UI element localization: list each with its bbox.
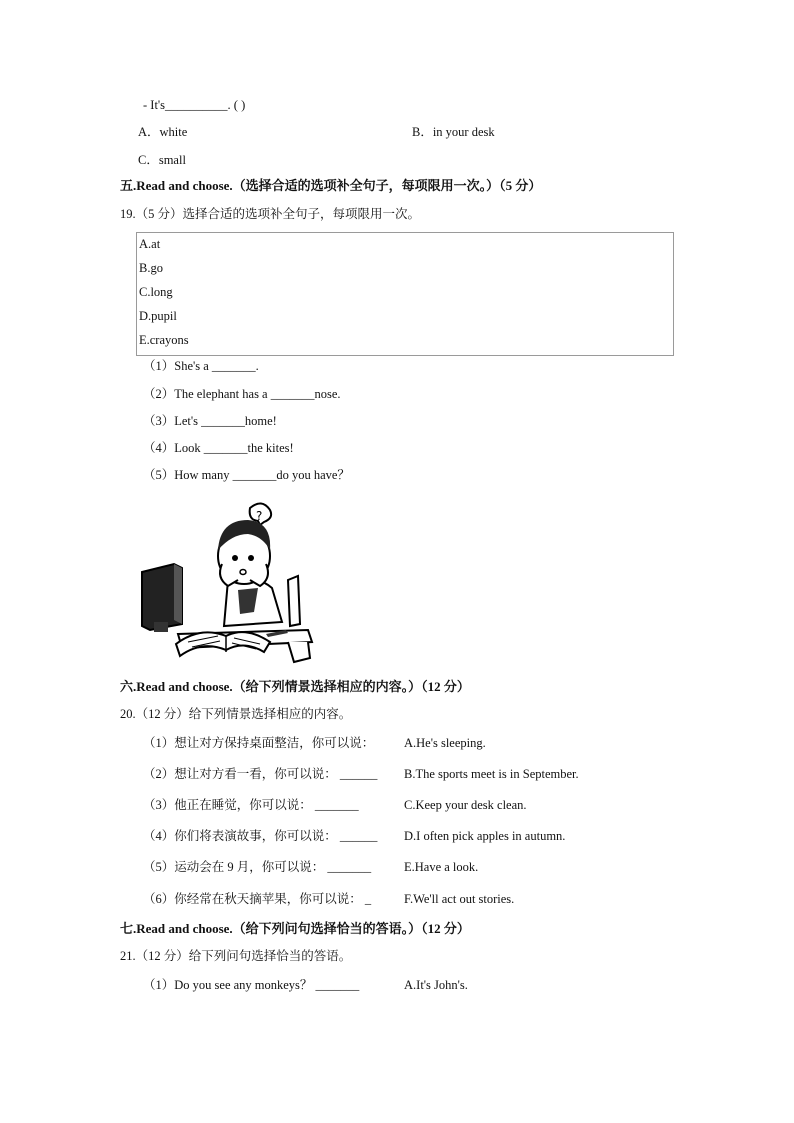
q18-option-a: A．white [138,125,188,139]
word-bank-box [136,232,674,356]
section6-heading: 六.Read and choose.（给下列情景选择相应的内容。）（12 分） [120,679,470,694]
q19-item: （3）Let's _______home! [143,414,277,428]
thought-mark: ? [256,509,263,523]
q20-answer-option: F.We'll act out stories. [404,892,515,906]
q19-item: （5）How many _______do you have？ [143,468,350,482]
q18-option-c: C．small [138,153,186,167]
q18-answer-line: - It's__________. ( ) [143,98,246,112]
q21-stem: 21.（12 分）给下列问句选择恰当的答语。 [120,949,352,963]
word-bank-option: D.pupil [139,309,177,323]
boy-thinking-at-desk-icon [138,494,316,672]
q19-item: （2）The elephant has a _______nose. [143,387,341,401]
q20-situation: （4）你们将表演故事，你可以说： ______ [143,829,378,843]
q18-option-b: B．in your desk [412,125,495,139]
word-bank-option: E.crayons [139,333,189,347]
q19-item: （4）Look _______the kites! [143,441,294,455]
q21-item-answer: A.It's John's. [404,978,468,992]
q20-situation: （2）想让对方看一看，你可以说： ______ [143,767,378,781]
q20-answer-option: B.The sports meet is in September. [404,767,579,781]
section5-heading: 五.Read and choose.（选择合适的选项补全句子，每项限用一次。）（5 分） [120,178,542,193]
word-bank-option: A.at [139,237,161,251]
word-bank-option: B.go [139,261,163,275]
q20-situation: （5）运动会在 9 月，你可以说： _______ [143,860,372,874]
q21-item-question: （1）Do you see any monkeys？ _______ [143,978,360,992]
q19-item: （1）She's a _______. [143,359,259,373]
q19-stem: 19.（5 分）选择合适的选项补全句子，每项限用一次。 [120,207,421,221]
q20-stem: 20.（12 分）给下列情景选择相应的内容。 [120,707,352,721]
q20-situation: （6）你经常在秋天摘苹果，你可以说： _ [143,892,372,906]
section7-heading: 七.Read and choose.（给下列问句选择恰当的答语。）（12 分） [120,921,470,936]
q20-answer-option: D.I often pick apples in autumn. [404,829,566,843]
q20-answer-option: A.He's sleeping. [404,736,486,750]
q20-situation: （3）他正在睡觉，你可以说： _______ [143,798,359,812]
q20-situation: （1）想让对方保持桌面整洁，你可以说： [143,736,375,750]
q20-answer-option: C.Keep your desk clean. [404,798,527,812]
word-bank-option: C.long [139,285,173,299]
q20-answer-option: E.Have a look. [404,860,479,874]
